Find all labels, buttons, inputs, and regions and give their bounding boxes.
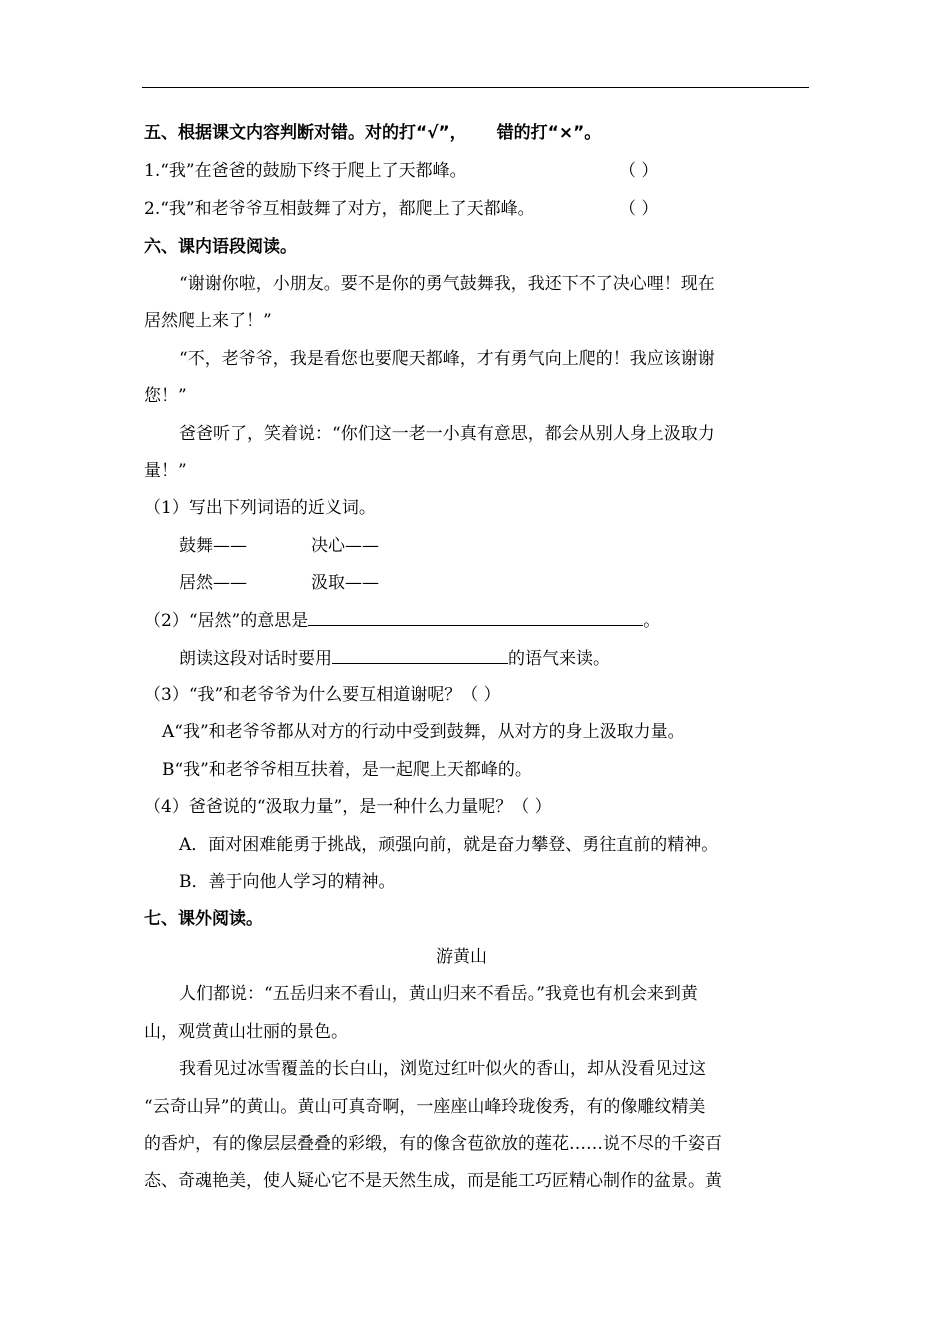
question-3-option-a: A“我”和老爷爷都从对方的行动中受到鼓舞，从对方的身上汲取力量。 (162, 722, 685, 742)
synonym-word-juexin: 决心—— (311, 536, 379, 556)
question-3: （3）“我”和老爷爷为什么要互相道谢呢？（ ） (144, 685, 501, 705)
question-2-suffix: 。 (643, 611, 661, 631)
question-2 (144, 609, 660, 632)
judge-item-2-answer-paren[interactable]: （ ） (619, 199, 659, 219)
section5-heading-main: 五、根据课文内容判断对错。对的打“√”， (144, 123, 467, 143)
synonym-word-guwu: 鼓舞—— (179, 536, 247, 556)
judge-item-1-answer-paren[interactable]: （ ） (619, 161, 659, 181)
question-1: （1）写出下列词语的近义词。 (144, 498, 376, 518)
judge-item-text: 1.“我”在爸爸的鼓励下终于爬上了天都峰。 (144, 161, 467, 181)
article-line: 态、奇魂艳美，使人疑心它不是天然生成，而是能工巧匠精心制作的盆景。黄 (144, 1171, 722, 1191)
section5-heading (144, 122, 601, 144)
answer-blank[interactable] (332, 647, 508, 664)
section5-heading-tail: 错的打“×”。 (496, 123, 602, 143)
judge-item-1 (144, 160, 467, 182)
question-2b-prefix: 朗读这段对话时要用 (179, 649, 332, 669)
article-line: 山，观赏黄山壮丽的景色。 (144, 1022, 348, 1042)
article-line: “云奇山异”的黄山。黄山可真奇啊，一座座山峰玲珑俊秀，有的像雕纹精美 (144, 1097, 706, 1117)
section6-heading: 六、课内语段阅读。 (144, 237, 297, 257)
synonym-word-jiqu: 汲取—— (311, 573, 379, 593)
question-4: （4）爸爸说的“汲取力量”，是一种什么力量呢？（ ） (144, 797, 552, 817)
question-2b-suffix: 的语气来读。 (508, 649, 610, 669)
question-4-option-b: B．善于向他人学习的精神。 (179, 872, 396, 892)
passage-line: 您！” (144, 386, 187, 406)
section7-heading: 七、课外阅读。 (144, 909, 263, 929)
header-rule (142, 87, 809, 88)
article-line: 我看见过冰雪覆盖的长白山，浏览过红叶似火的香山，却从没看见过这 (179, 1059, 706, 1079)
synonym-word-juran: 居然—— (179, 573, 247, 593)
passage-line: 爸爸听了，笑着说：“你们这一老一小真有意思，都会从别人身上汲取力 (179, 424, 715, 444)
passage-line: “谢谢你啦，小朋友。要不是你的勇气鼓舞我，我还下不了决心哩！现在 (179, 274, 715, 294)
article-line: 人们都说：“五岳归来不看山，黄山归来不看岳。”我竟也有机会来到黄 (179, 984, 698, 1004)
passage-line: 量！” (144, 461, 187, 481)
question-2b (179, 647, 610, 670)
question-2-prefix: （2）“居然”的意思是 (144, 611, 309, 631)
passage-line: “不，老爷爷，我是看您也要爬天都峰，才有勇气向上爬的！我应该谢谢 (179, 349, 715, 369)
article-line: 的香炉，有的像层层叠叠的彩缎，有的像含苞欲放的莲花……说不尽的千姿百 (144, 1134, 722, 1154)
answer-blank[interactable] (308, 609, 643, 626)
question-4-option-a: A．面对困难能勇于挑战，顽强向前，就是奋力攀登、勇往直前的精神。 (179, 835, 719, 855)
judge-item-2 (144, 198, 535, 220)
question-3-option-b: B“我”和老爷爷相互扶着，是一起爬上天都峰的。 (162, 760, 532, 780)
passage-line: 居然爬上来了！” (144, 311, 272, 331)
article-title: 游黄山 (436, 947, 487, 967)
judge-item-text: 2.“我”和老爷爷互相鼓舞了对方，都爬上了天都峰。 (144, 199, 535, 219)
